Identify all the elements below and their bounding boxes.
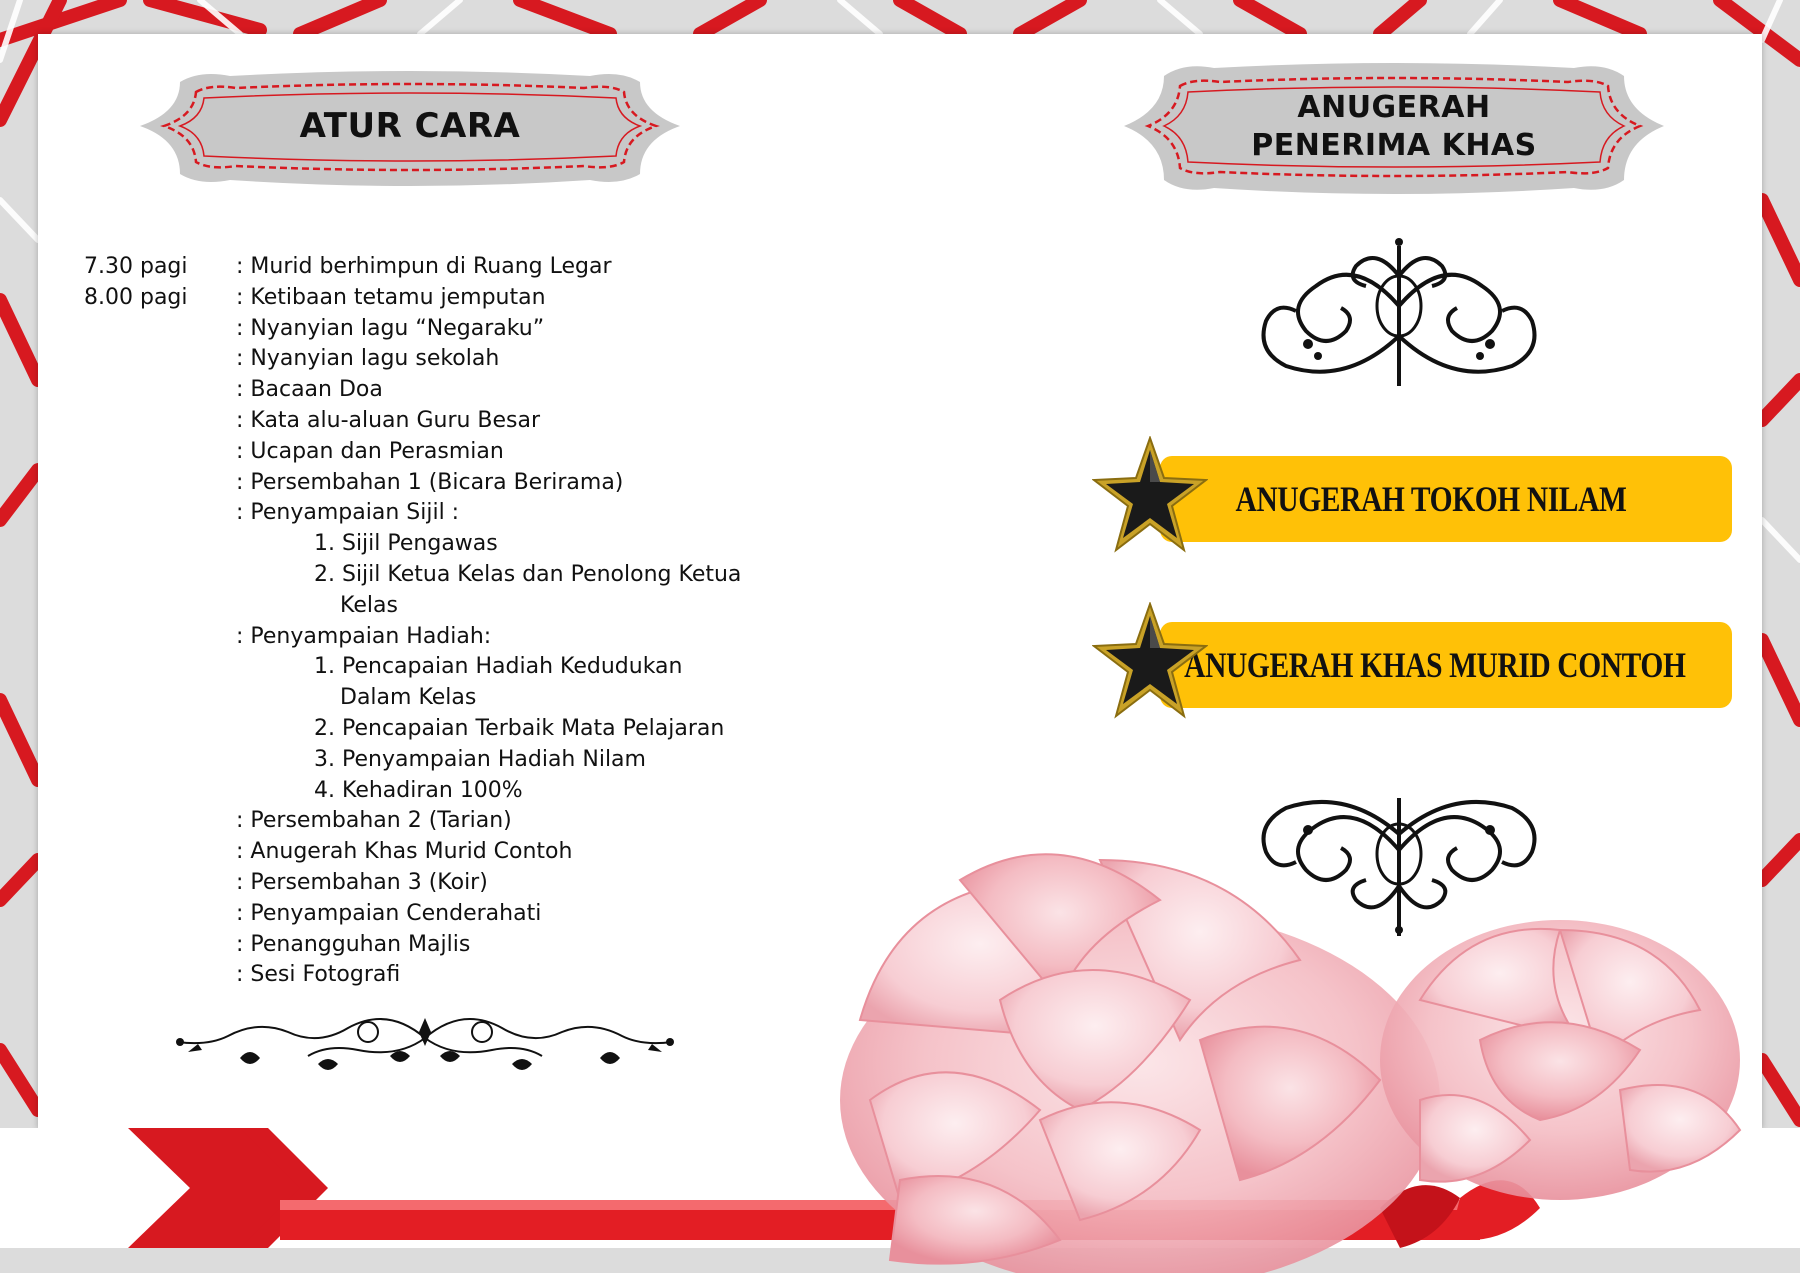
schedule-item: : Persembahan 2 (Tarian) (236, 808, 512, 834)
star-badge-icon (1092, 436, 1208, 556)
schedule-item: : Ucapan dan Perasmian (236, 438, 504, 464)
award-label: ANUGERAH KHAS MURID CONTOH (1184, 645, 1686, 685)
page-title-anugerah-line1: ANUGERAH (1297, 90, 1491, 125)
schedule-item: : Penyampaian Hadiah: (236, 623, 492, 649)
schedule-item: : Nyanyian lagu sekolah (236, 346, 500, 372)
schedule-item: : Kata alu-aluan Guru Besar (236, 407, 541, 433)
page-title-atur-cara: ATUR CARA (299, 106, 521, 146)
schedule-item: : Persembahan 3 (Koir) (236, 869, 488, 895)
hadiah-subitem-text: Dalam Kelas (340, 685, 477, 711)
star-badge-icon (1092, 602, 1208, 722)
schedule-item: : Penyampaian Sijil : (236, 500, 460, 526)
hadiah-subitem-text: 3. Penyampaian Hadiah Nilam (314, 746, 646, 772)
schedule-item: : Ketibaan tetamu jemputan (236, 284, 546, 310)
flourish-divider-icon (168, 998, 682, 1088)
sijil-subitem-text: 2. Sijil Ketua Kelas dan Penolong Ketua (314, 561, 742, 587)
anugerah-plaque (1124, 54, 1664, 204)
chevron-ribbon-icon (0, 1128, 1800, 1273)
schedule-time: 7.30 pagi (84, 254, 188, 279)
schedule-item: : Penangguhan Majlis (236, 931, 471, 957)
scroll-ornament-icon (1256, 236, 1542, 392)
hadiah-subitem-text: 4. Kehadiran 100% (314, 777, 523, 803)
schedule-item: : Anugerah Khas Murid Contoh (236, 839, 573, 865)
schedule-item: : Murid berhimpun di Ruang Legar (236, 254, 612, 279)
schedule-time: 8.00 pagi (84, 284, 188, 310)
schedule-item: : Penyampaian Cenderahati (236, 900, 542, 926)
schedule-item: : Persembahan 1 (Bicara Berirama) (236, 469, 624, 495)
sijil-subitem-text: Kelas (340, 592, 398, 618)
award-label: ANUGERAH TOKOH NILAM (1235, 479, 1627, 519)
schedule-item: : Sesi Fotografi (236, 962, 401, 988)
page-title-anugerah-line2: PENERIMA KHAS (1251, 128, 1537, 163)
scroll-ornament-icon (1256, 790, 1542, 940)
award-banner-murid-contoh (1160, 622, 1732, 708)
sijil-subitem-text: 1. Sijil Pengawas (314, 531, 498, 557)
schedule-item: : Nyanyian lagu “Negaraku” (236, 315, 545, 341)
atur-cara-plaque (140, 62, 680, 202)
award-banner-tokoh-nilam (1160, 456, 1732, 542)
schedule-item: : Bacaan Doa (236, 377, 383, 403)
hadiah-subitem-text: 1. Pencapaian Hadiah Kedudukan (314, 654, 683, 680)
hadiah-subitem-text: 2. Pencapaian Terbaik Mata Pelajaran (314, 715, 725, 741)
